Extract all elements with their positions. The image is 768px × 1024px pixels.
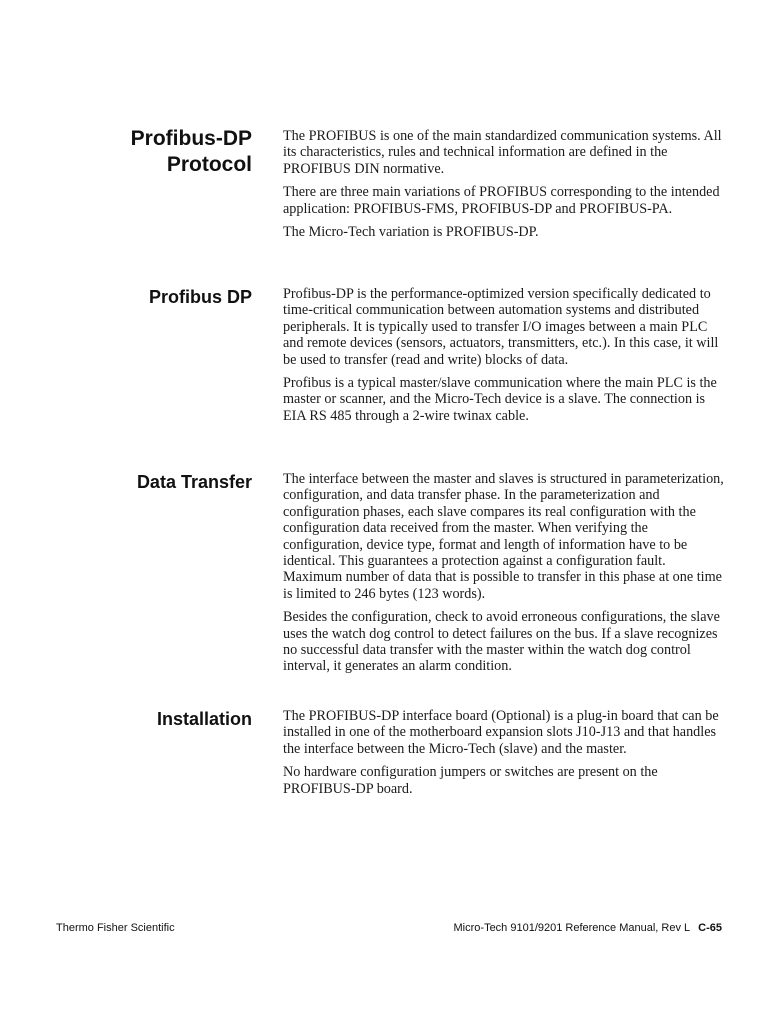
paragraph: Besides the configuration, check to avoid erroneous configurations, the slave uses the watch dog control to detect failures on the bus. If a slave recognizes no successful data transfer with the master within the watch dog control interval, it generates an alarm condition. (283, 609, 720, 675)
paragraph: The PROFIBUS is one of the main standardized communication systems. All its characteristics, rules and technical information are defined in the PROFIBUS DIN normative. (283, 128, 722, 177)
paragraph: Profibus is a typical master/slave communication where the main PLC is the master or scanner, and the Micro-Tech device is a slave. The connection is EIA RS 485 through a 2-wire twinax cable. (283, 375, 717, 424)
heading-line: Protocol (166, 153, 252, 176)
paragraph: Profibus-DP is the performance-optimized version specifically dedicated to time-critical communication between automation systems and distributed peripherals. It is typically used to transfer I/O images between a main PLC and remote devices (sensors, actuators, transmitters, etc.). In this case, it will be used to transfer (read and write) blocks of data. (283, 286, 719, 368)
heading-line: Data Transfer (136, 472, 252, 492)
section-body (283, 471, 728, 682)
footer-company: Thermo Fisher Scientific (56, 922, 175, 934)
footer-page-number: C-65 (698, 922, 722, 934)
section-heading (32, 126, 252, 178)
paragraph: No hardware configuration jumpers or switches are present on the PROFIBUS-DP board. (283, 764, 658, 797)
section-body (283, 708, 728, 804)
section-heading (32, 471, 252, 493)
heading-line: Profibus-DP (130, 127, 252, 150)
paragraph: The Micro-Tech variation is PROFIBUS-DP. (283, 224, 539, 241)
heading-line: Profibus DP (148, 287, 252, 307)
section-heading (32, 286, 252, 308)
footer-manual-info (454, 922, 722, 934)
section-body (283, 128, 728, 247)
footer-manual-title: Micro-Tech 9101/9201 Reference Manual, Rev L (453, 922, 691, 934)
paragraph: There are three main variations of PROFIBUS corresponding to the intended application: PROFIBUS-FMS, PROFIBUS-DP and PROFIBUS-PA. (283, 184, 720, 217)
paragraph: The PROFIBUS-DP interface board (Optional) is a plug-in board that can be installed in one of the motherboard expansion slots J10-J13 and that handles the interface between the Micro-Tech (slave) and the master. (283, 708, 719, 757)
section-body (283, 286, 728, 431)
paragraph: The interface between the master and slaves is structured in parameterization, configuration, and data transfer phase. In the parameterization and configuration phases, each slave compares its real configuration with the configuration data received from the master. When verifying the configuration, device type, format and length of information have to be identical. This guarantees a protection against a configuration fault. Maximum number of data that is possible to transfer in this phase at one time is limited to 246 bytes (123 words). (283, 471, 724, 602)
section-heading (32, 708, 252, 730)
heading-line: Installation (156, 709, 252, 729)
